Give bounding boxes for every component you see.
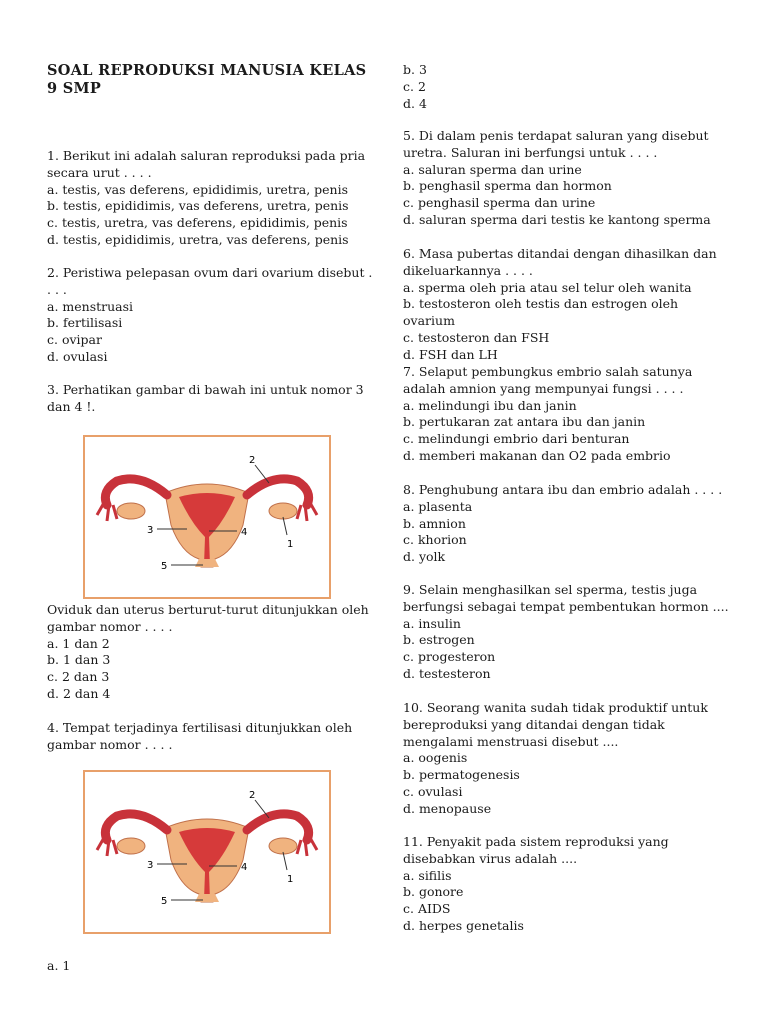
option: d. saluran sperma dari testis ke kantong sperma xyxy=(403,211,711,227)
option: c. ovulasi xyxy=(403,783,463,799)
option: b. gonore xyxy=(403,884,464,900)
option: a. melindungi ibu dan janin xyxy=(403,397,577,413)
option: a. plasenta xyxy=(403,498,473,514)
option: c. 2 dan 3 xyxy=(47,669,110,685)
option: b. 3 xyxy=(403,62,427,77)
uterus-diagram-2 xyxy=(83,770,331,934)
diagram-label: 5 xyxy=(161,896,168,907)
diagram-label: 5 xyxy=(161,561,168,572)
option: a. saluran sperma dan urine xyxy=(403,161,582,177)
diagram-label: 1 xyxy=(287,539,294,550)
diagram-label: 3 xyxy=(147,525,154,536)
diagram-label: 4 xyxy=(241,527,248,538)
option: a. menstruasi xyxy=(47,298,134,314)
question-7 xyxy=(403,364,733,465)
option: c. penghasil sperma dan urine xyxy=(403,195,596,211)
option: c. 2 xyxy=(403,78,426,94)
diagram-label: 4 xyxy=(241,862,248,873)
question-stem: 3. Perhatikan gambar di bawah ini untuk nomor 3 dan 4 !. xyxy=(47,382,364,414)
diagram-label: 1 xyxy=(287,874,294,885)
question-11 xyxy=(403,834,733,935)
option: c. testis, uretra, vas deferens, epididimis, penis xyxy=(47,215,348,231)
question-1 xyxy=(47,148,377,249)
question-stem: 10. Seorang wanita sudah tidak produktif untuk bereproduksi yang ditandai dengan tidak mengalami menstruasi disebut .... xyxy=(403,700,708,749)
diagram-label: 2 xyxy=(249,455,256,466)
question-stem: Oviduk dan uterus berturut-turut ditunjukkan oleh gambar nomor . . . . xyxy=(47,602,369,634)
option: b. 1 dan 3 xyxy=(47,652,111,668)
option: a. testis, vas deferens, epididimis, uretra, penis xyxy=(47,181,349,197)
option: a. oogenis xyxy=(403,750,468,766)
question-8 xyxy=(403,482,733,566)
question-stem: 8. Penghubung antara ibu dan embrio adalah . . . . xyxy=(403,482,723,497)
option: b. testosteron oleh testis dan estrogen oleh ovarium xyxy=(403,296,679,329)
question-4 xyxy=(47,720,377,754)
question-stem: 2. Peristiwa pelepasan ovum dari ovarium disebut . . . . xyxy=(47,265,373,297)
question-3 xyxy=(47,382,377,416)
option: d. testis, epididimis, uretra, vas deferens, penis xyxy=(47,231,349,247)
diagram-label: 2 xyxy=(249,790,256,801)
option: b. estrogen xyxy=(403,632,475,648)
question-stem: 5. Di dalam penis terdapat saluran yang disebut uretra. Saluran ini berfungsi untuk . . . . xyxy=(403,128,709,160)
option: a. sifilis xyxy=(403,867,452,883)
option: c. melindungi embrio dari benturan xyxy=(403,431,630,447)
option: b. fertilisasi xyxy=(47,315,123,331)
option: b. amnion xyxy=(403,515,466,531)
option: c. ovipar xyxy=(47,332,102,348)
option: d. menopause xyxy=(403,800,492,816)
option: d. ovulasi xyxy=(47,348,108,364)
question-4-option-a xyxy=(47,958,377,975)
option: a. sperma oleh pria atau sel telur oleh wanita xyxy=(403,279,692,295)
option: a. insulin xyxy=(403,615,461,631)
question-5 xyxy=(403,128,733,229)
question-stem: 6. Masa pubertas ditandai dengan dihasilkan dan dikeluarkannya . . . . xyxy=(403,246,717,278)
question-9 xyxy=(403,582,733,683)
question-stem: 7. Selaput pembungkus embrio salah satunya adalah amnion yang mempunyai fungsi . . . . xyxy=(403,364,693,396)
option: b. permatogenesis xyxy=(403,767,520,783)
question-stem: 9. Selain menghasilkan sel sperma, testis juga berfungsi sebagai tempat pembentukan hormon .... xyxy=(403,582,729,614)
question-10 xyxy=(403,700,733,818)
question-stem: 4. Tempat terjadinya fertilisasi ditunjukkan oleh gambar nomor . . . . xyxy=(47,720,353,752)
page-title: SOAL REPRODUKSI MANUSIA KELAS 9 SMP xyxy=(47,62,367,97)
question-stem: 1. Berikut ini adalah saluran reproduksi pada pria secara urut . . . . xyxy=(47,148,366,180)
option: a. 1 dan 2 xyxy=(47,635,110,651)
question-3-prompt xyxy=(47,602,377,703)
question-2 xyxy=(47,265,377,366)
option: c. AIDS xyxy=(403,901,451,917)
option: b. penghasil sperma dan hormon xyxy=(403,178,612,194)
option: d. memberi makanan dan O2 pada embrio xyxy=(403,447,671,463)
option: d. testesteron xyxy=(403,665,491,681)
question-6 xyxy=(403,246,733,364)
diagram-label: 3 xyxy=(147,860,154,871)
option: c. progesteron xyxy=(403,649,496,665)
option: d. FSH dan LH xyxy=(403,346,498,362)
question-stem: 11. Penyakit pada sistem reproduksi yang disebabkan virus adalah .... xyxy=(403,834,669,866)
option: b. pertukaran zat antara ibu dan janin xyxy=(403,414,646,430)
option: d. herpes genetalis xyxy=(403,917,524,933)
option: d. 4 xyxy=(403,95,427,111)
option: c. testosteron dan FSH xyxy=(403,329,550,345)
option: d. yolk xyxy=(403,549,446,565)
question-4-options-cont xyxy=(403,62,733,112)
option: c. khorion xyxy=(403,532,467,548)
option: a. 1 xyxy=(47,958,71,973)
option: d. 2 dan 4 xyxy=(47,685,111,701)
uterus-diagram xyxy=(83,435,331,599)
option: b. testis, epididimis, vas deferens, uretra, penis xyxy=(47,198,349,214)
